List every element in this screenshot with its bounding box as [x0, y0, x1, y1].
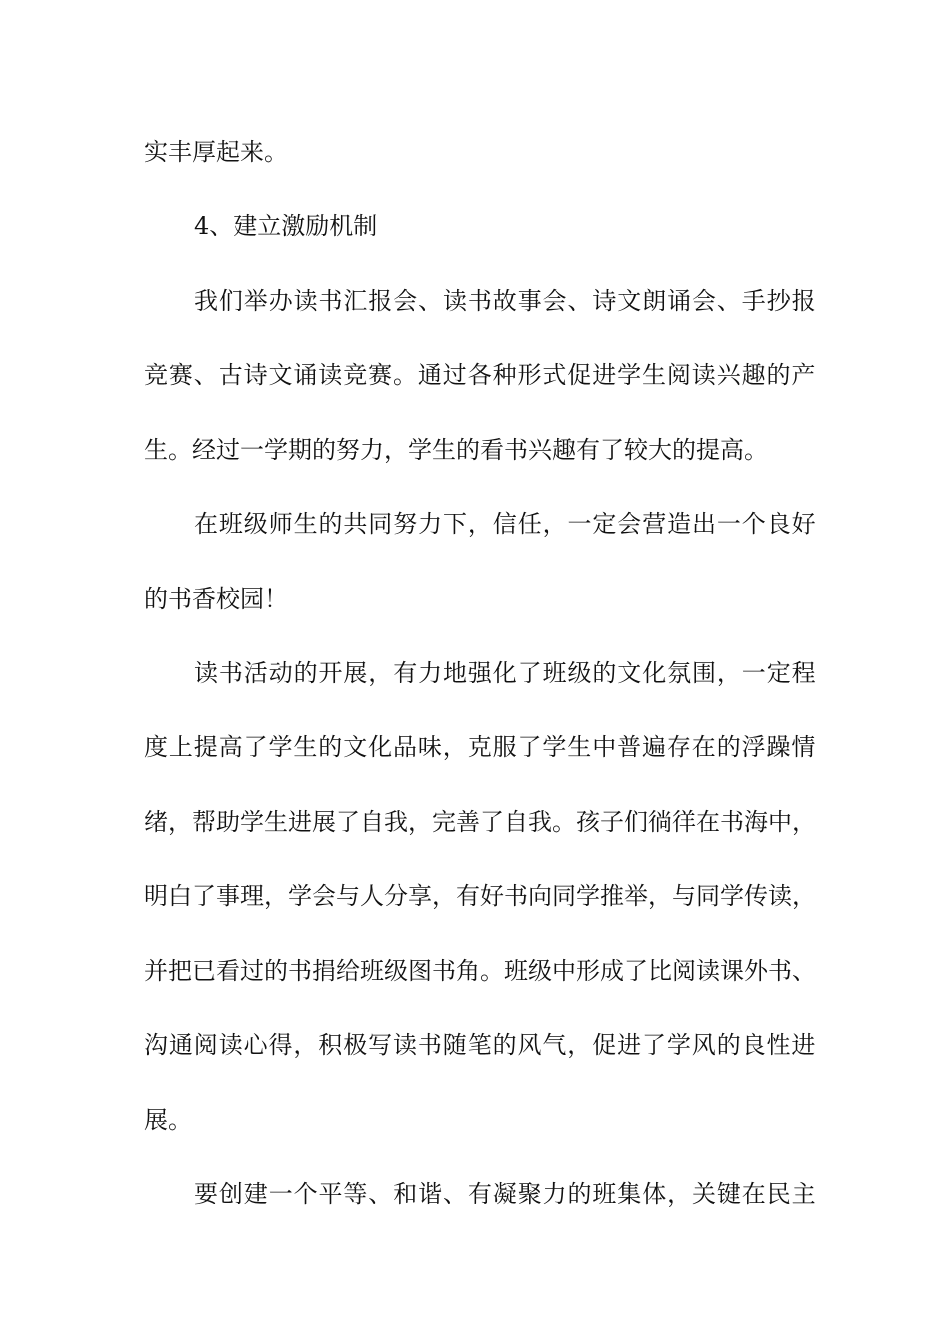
- text-line: [0, 653, 950, 693]
- text-line: [0, 1025, 950, 1065]
- text-line-content: 度上提高了学生的文化品味，克服了学生中普遍存在的浮躁情: [144, 733, 817, 761]
- text-line: [0, 876, 950, 916]
- text-line: [0, 1100, 950, 1140]
- text-line: [0, 951, 950, 991]
- text-line-content: 明白了事理，学会与人分享，有好书向同学推举，与同学传读，: [144, 882, 816, 910]
- text-line-content: 实丰厚起来。: [144, 138, 288, 166]
- text-line: [0, 430, 950, 470]
- text-line-content: 展。: [144, 1106, 192, 1134]
- text-line: [0, 579, 950, 619]
- text-line: [0, 281, 950, 321]
- text-line-content: 我们举办读书汇报会、读书故事会、诗文朗诵会、手抄报: [194, 287, 817, 315]
- text-line: [0, 802, 950, 842]
- text-line: [0, 132, 950, 172]
- text-line-content: 并把已看过的书捐给班级图书角。班级中形成了比阅读课外书、: [144, 957, 816, 985]
- text-line-content: 读书活动的开展，有力地强化了班级的文化氛围，一定程: [194, 659, 817, 687]
- text-line: [0, 355, 950, 395]
- text-line: [0, 727, 950, 767]
- text-line-content: 竞赛、古诗文诵读竞赛。通过各种形式促进学生阅读兴趣的产: [144, 361, 817, 389]
- text-line-content: 生。经过一学期的努力，学生的看书兴趣有了较大的提高。: [144, 436, 768, 464]
- text-line-content: 的书香校园！: [144, 585, 288, 613]
- section-heading-text: 4、建立激励机制: [194, 212, 378, 240]
- text-line: [0, 504, 950, 544]
- text-line-content: 要创建一个平等、和谐、有凝聚力的班集体，关键在民主: [194, 1180, 817, 1208]
- text-line-content: 沟通阅读心得，积极写读书随笔的风气，促进了学风的良性进: [144, 1031, 817, 1059]
- text-line-content: 绪，帮助学生进展了自我，完善了自我。孩子们徜徉在书海中，: [144, 808, 816, 836]
- text-line-content: 在班级师生的共同努力下，信任，一定会营造出一个良好: [194, 510, 817, 538]
- section-heading: [0, 206, 950, 246]
- text-line: [0, 1174, 950, 1214]
